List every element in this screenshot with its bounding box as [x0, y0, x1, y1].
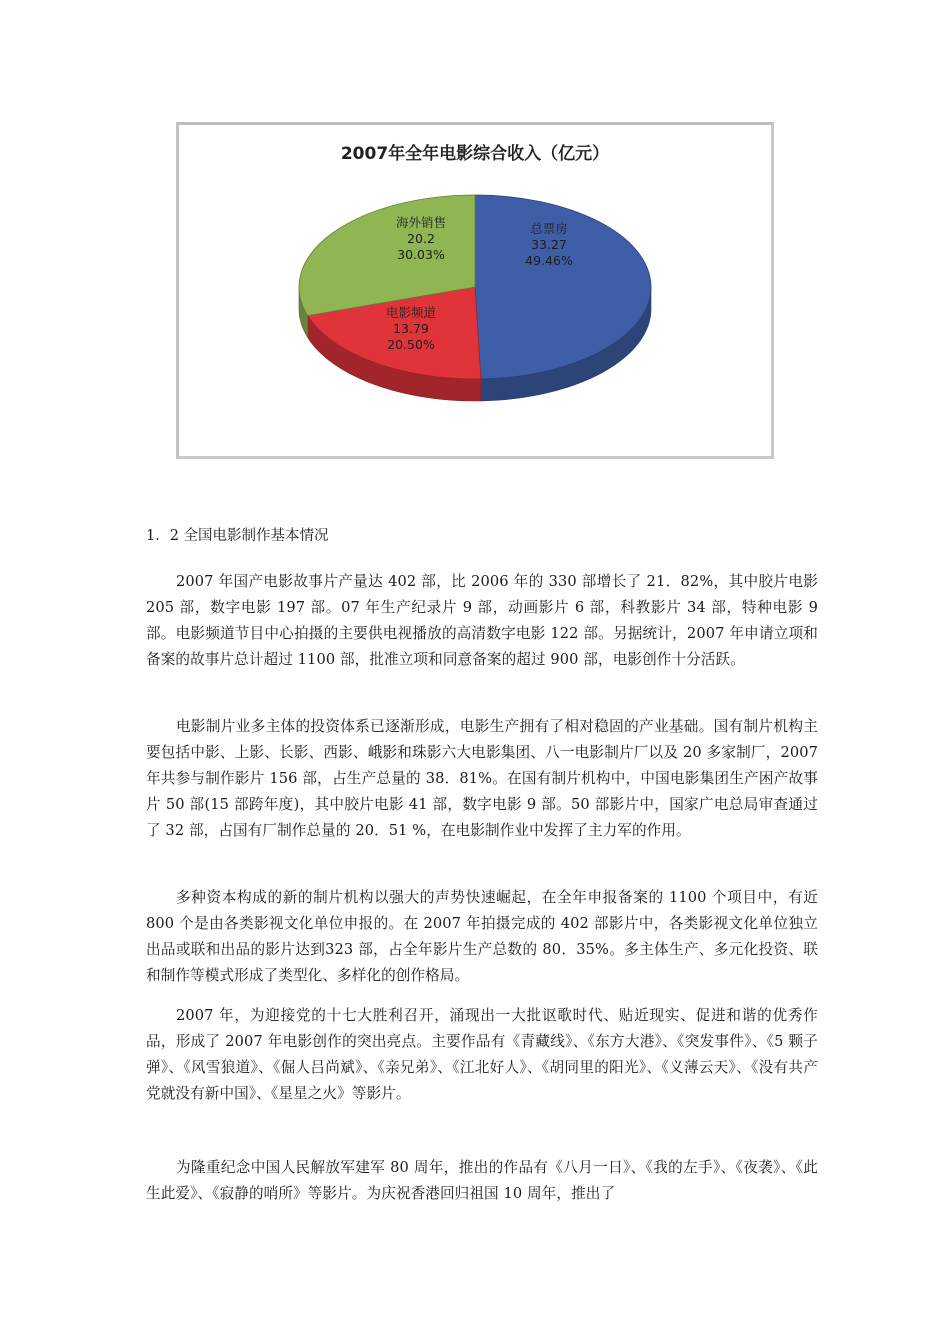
paragraph: 2007 年国产电影故事片产量达 402 部，比 2006 年的 330 部增长了 21．82%，其中胶片电影 205 部，数字电影 197 部。07 年生产纪录片 9 部，动画影片 6 部，科教影片 34 部，特种电影 9 部。电影频道节目中心拍摄的主要供电视播放的高清数字电影 122 部。另据统计，2007 年申请立项和备案的故事片总计超过 1100 部，批准立项和同意备案的超过 900 部，电影创作十分活跃。	[146, 573, 818, 668]
slice-percent: 49.46%	[525, 253, 573, 268]
slice-value: 13.79	[393, 321, 429, 336]
paragraph: 2007 年，为迎接党的十七大胜利召开，涌现出一大批讴歌时代、贴近现实、促进和谐的优秀作品，形成了 2007 年电影创作的突出亮点。主要作品有《青藏线》、《东方大港》、《突发事件》、《5 颗子弹》、《风雪狼道》、《倔人吕尚斌》、《亲兄弟》、《江北好人》、《胡同里的阳光》、《义薄云天》、《没有共产党就没有新中国》、《星星之火》等影片。	[146, 1007, 818, 1102]
slice-name: 海外销售	[395, 215, 446, 230]
slice-percent: 30.03%	[397, 247, 445, 262]
pie-chart	[179, 125, 771, 456]
paragraph: 为隆重纪念中国人民解放军建军 80 周年，推出的作品有《八月一日》、《我的左手》、《夜袭》、《此生此爱》、《寂静的哨所》等影片。为庆祝香港回归祖国 10 周年，推出了	[146, 1159, 818, 1202]
slice-label-box-office	[501, 221, 597, 269]
slice-label-movie-channel	[367, 305, 455, 353]
slice-percent: 20.50%	[387, 337, 435, 352]
chart-title: 2007年全年电影综合收入（亿元）	[340, 144, 610, 164]
slice-name: 电影频道	[385, 305, 436, 320]
paragraph: 多种资本构成的新的制片机构以强大的声势快速崛起，在全年申报备案的 1100 个项目中，有近 800 个是由各类影视文化单位申报的。在 2007 年拍摄完成的 402 部影片中，各类影视文化单位独立出品或联和出品的影片达到323 部，占全年影片生产总数的 80．35%。多主体生产、多元化投资、联和制作等模式形成了类型化、多样化的创作格局。	[146, 889, 818, 984]
slice-name: 总票房	[530, 221, 568, 236]
slice-label-overseas	[377, 215, 465, 263]
paragraph: 电影制片业多主体的投资体系已逐渐形成，电影生产拥有了相对稳固的产业基础。国有制片机构主要包括中影、上影、长影、西影、峨影和珠影六大电影集团、八一电影制片厂以及 20 多家制厂，2007 年共参与制作影片 156 部，占生产总量的 38．81%。在国有制片机构中，中国电影集团生产困产故事片 50 部(15 部跨年度)，其中胶片电影 41 部，数字电影 9 部。50 部影片中，国家广电总局审查通过了 32 部，占国有厂制作总量的 20．51 %，在电影制作业中发挥了主力军的作用。	[146, 718, 818, 839]
chart-figure	[176, 122, 774, 459]
section-heading: 1．2 全国电影制作基本情况	[146, 528, 329, 544]
slice-value: 20.2	[407, 231, 435, 246]
slice-value: 33.27	[531, 237, 567, 252]
